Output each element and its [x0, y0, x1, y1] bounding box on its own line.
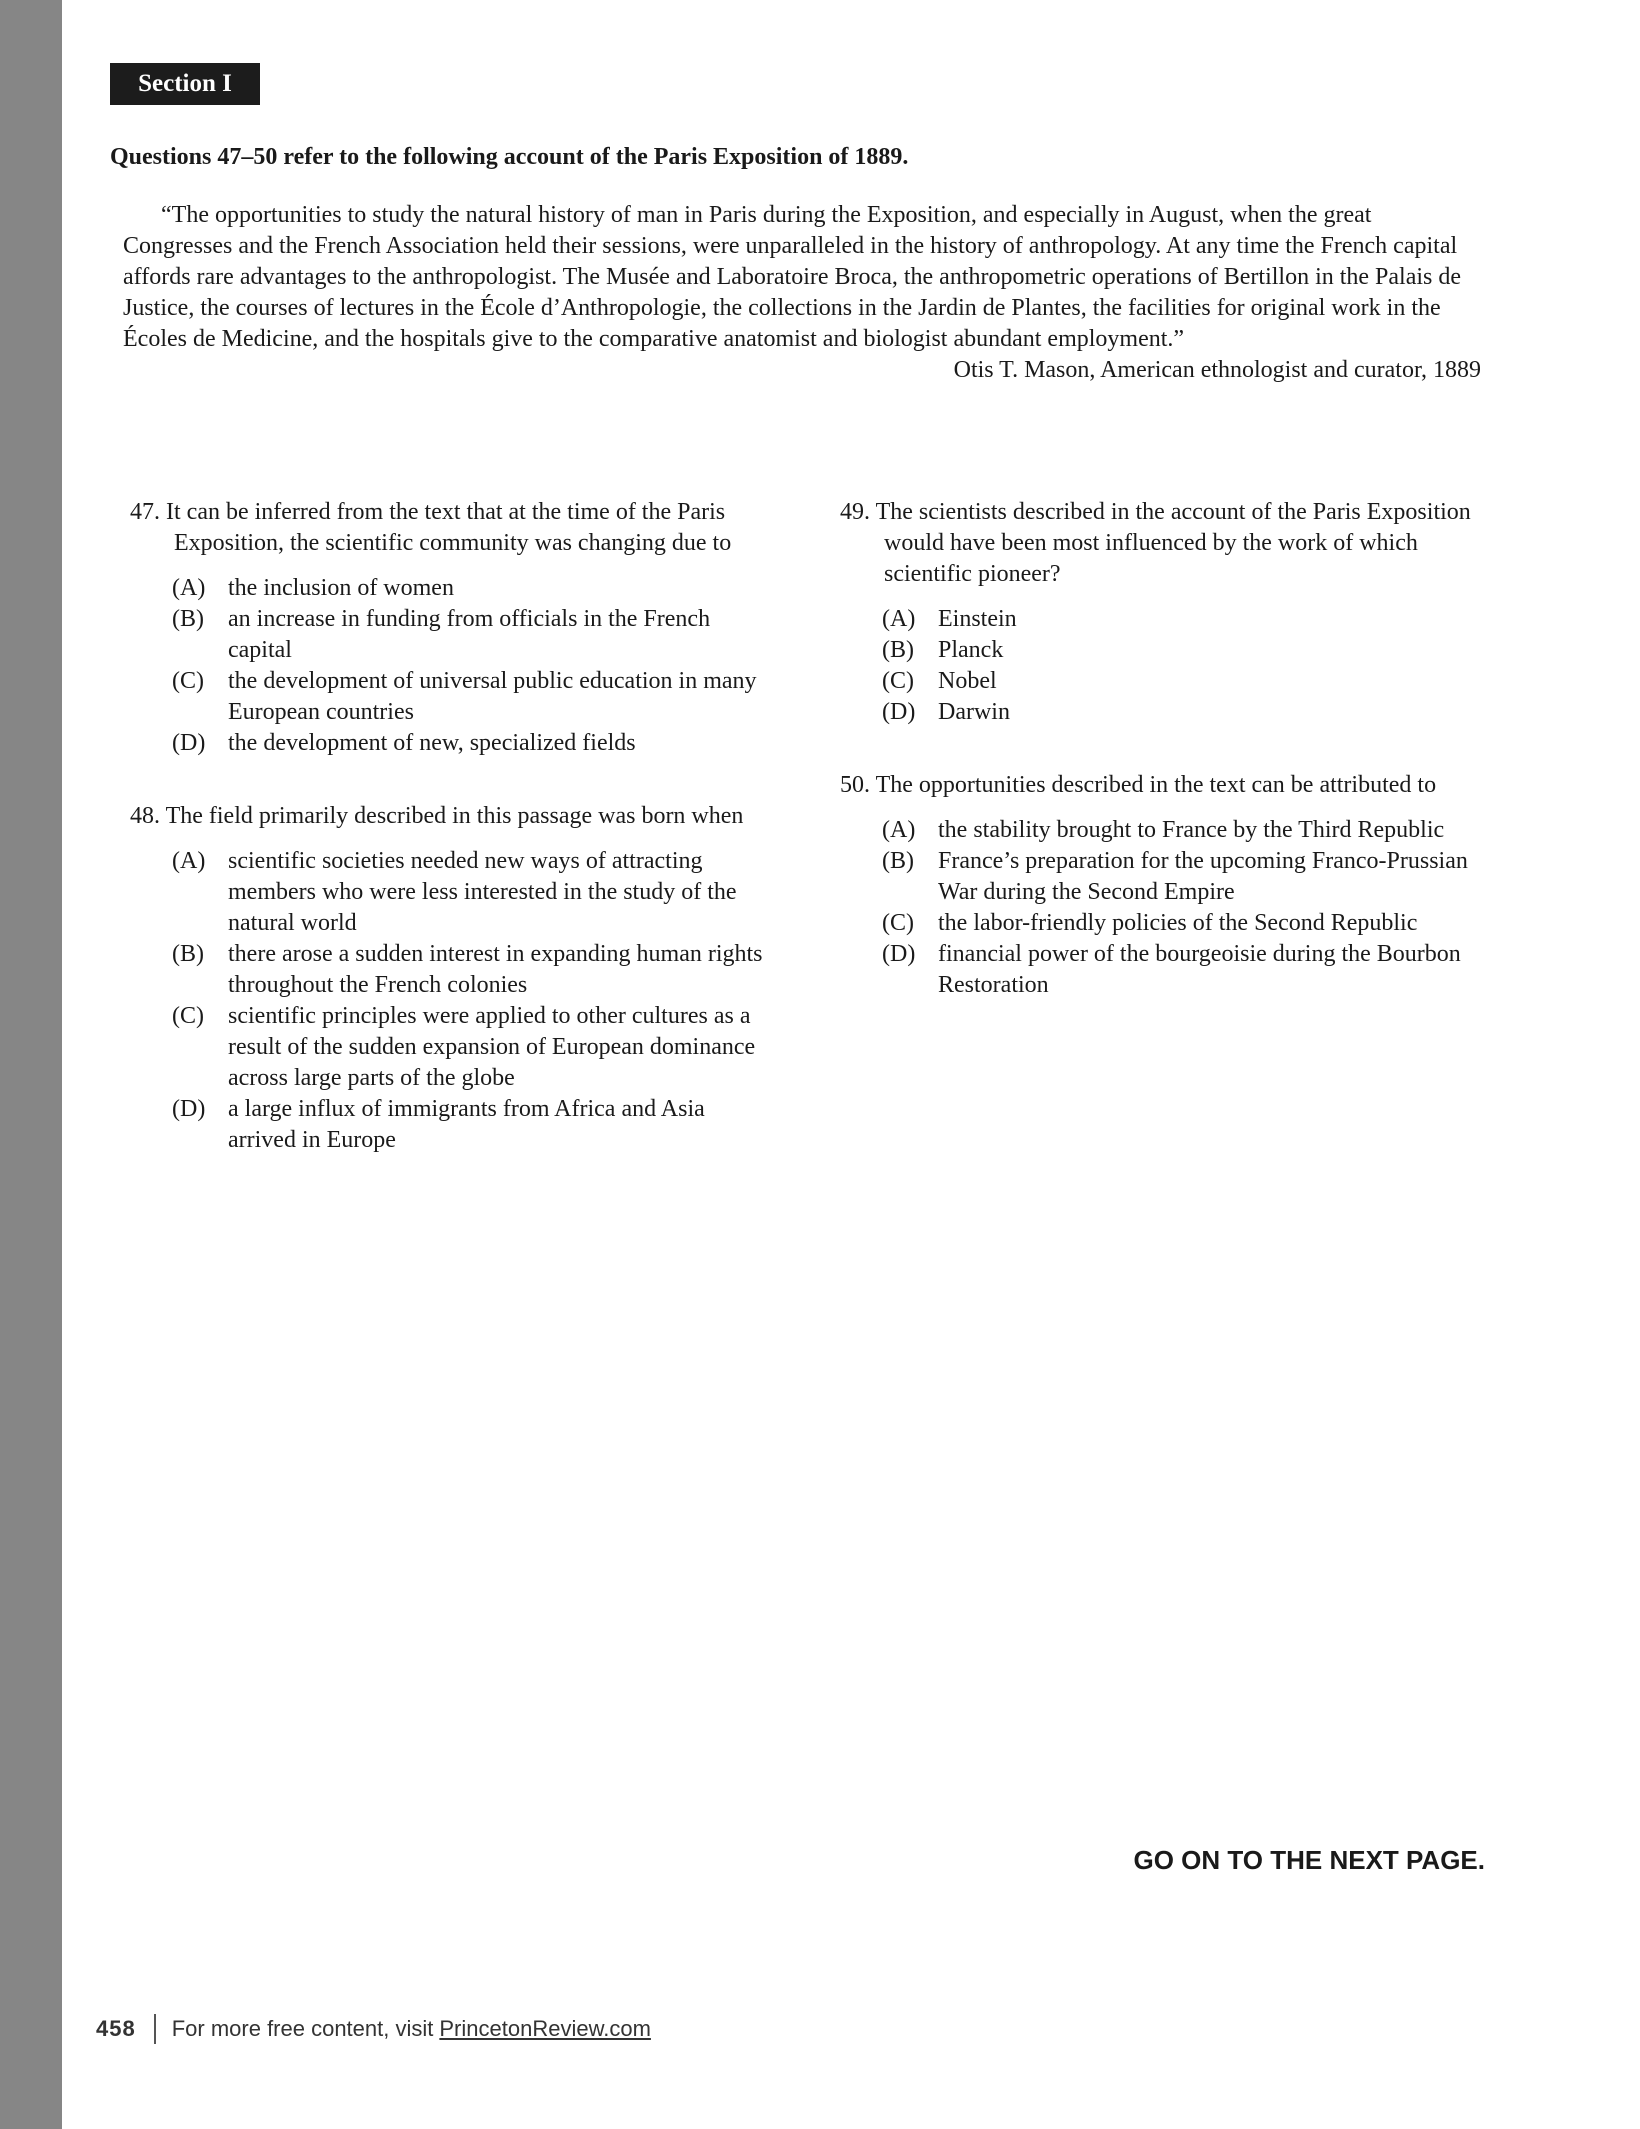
question-text: The opportunities described in the text can be attributed to [875, 772, 1437, 798]
question-text: The field primarily described in this passage was born when [165, 803, 744, 829]
choice-text: Einstein [938, 606, 1017, 632]
choice-text: scientific principles were applied to other cultures as a result of the sudden expansion of European dominance across large parts of the globe [228, 1003, 756, 1091]
choice-letter: (B) [882, 637, 914, 663]
answer-choices [130, 846, 770, 1156]
passage [123, 200, 1483, 386]
choice-text: a large influx of immigrants from Africa and Asia arrived in Europe [228, 1096, 705, 1153]
question-stem [130, 801, 770, 832]
choice-letter: (C) [882, 668, 914, 694]
answer-choice-b[interactable] [882, 846, 1500, 908]
answer-choices [130, 573, 770, 759]
answer-choice-b[interactable] [882, 635, 1500, 666]
passage-text: “The opportunities to study the natural history of man in Paris during the Exposition, and especially in August, when the great Congresses and the French Association held their sessions, were unparalleled in the history of anthropology. At any time the French capital affords rare advantages to the anthropologist. The Musée and Laboratoire Broca, the anthropometric operations of Bertillon in the Palais de Justice, the courses of lectures in the École d’Anthropologie, the collections in the Jardin de Plantes, the facilities for original work in the Écoles de Medicine, and the hospitals give to the comparative anatomist and biologist abundant employment.” [123, 202, 1462, 352]
passage-attribution: Otis T. Mason, American ethnologist and curator, 1889 [953, 357, 1481, 383]
answer-choice-c[interactable] [882, 908, 1500, 939]
choice-text: there arose a sudden interest in expanding human rights throughout the French colonies [228, 941, 763, 998]
answer-choice-c[interactable] [172, 666, 770, 728]
choice-text: Planck [938, 637, 1004, 663]
question-50 [840, 770, 1500, 1001]
answer-choice-d[interactable] [172, 728, 770, 759]
footer-text: For more free content, visit [171, 2016, 434, 2041]
question-number: 47. [130, 499, 160, 525]
answer-choice-d[interactable] [882, 697, 1500, 728]
answer-choice-b[interactable] [172, 939, 770, 1001]
choice-text: the development of new, specialized fields [228, 730, 636, 756]
answer-choice-c[interactable] [882, 666, 1500, 697]
question-47 [130, 497, 770, 759]
choice-letter: (A) [172, 848, 206, 874]
question-48 [130, 801, 770, 1156]
choice-letter: (C) [172, 668, 204, 694]
page-footer [96, 2012, 651, 2046]
choice-text: France’s preparation for the upcoming Franco-Prussian War during the Second Empire [938, 848, 1468, 905]
choice-text: an increase in funding from officials in the French capital [228, 606, 711, 663]
choice-text: the stability brought to France by the Third Republic [938, 817, 1445, 843]
choice-letter: (D) [172, 730, 206, 756]
answer-choice-a[interactable] [172, 573, 770, 604]
answer-choice-c[interactable] [172, 1001, 770, 1094]
choice-text: Nobel [938, 668, 997, 694]
question-number: 49. [840, 499, 870, 525]
page-number: 458 [96, 2016, 136, 2041]
choice-text: financial power of the bourgeoisie during the Bourbon Restoration [938, 941, 1461, 998]
answer-choices [840, 815, 1500, 1001]
choice-letter: (C) [882, 910, 914, 936]
choice-letter: (C) [172, 1003, 204, 1029]
page-edge-bar [0, 0, 62, 2129]
answer-choice-d[interactable] [172, 1094, 770, 1156]
choice-letter: (D) [882, 941, 916, 967]
choice-text: the development of universal public education in many European countries [228, 668, 757, 725]
answer-choice-a[interactable] [882, 815, 1500, 846]
go-on-notice: GO ON TO THE NEXT PAGE. [1133, 1845, 1485, 1875]
choice-text: scientific societies needed new ways of attracting members who were less interested in the study of the natural world [228, 848, 737, 936]
answer-choice-a[interactable] [172, 846, 770, 939]
choice-letter: (A) [882, 817, 916, 843]
choice-letter: (D) [172, 1096, 206, 1122]
footer-divider [154, 2014, 156, 2044]
questions-column-left [130, 497, 770, 1198]
answer-choice-a[interactable] [882, 604, 1500, 635]
answer-choice-b[interactable] [172, 604, 770, 666]
section-label: Section I [110, 63, 260, 105]
question-text: It can be inferred from the text that at the time of the Paris Exposition, the scientific community was changing due to [166, 499, 732, 556]
choice-text: the inclusion of women [228, 575, 454, 601]
answer-choices [840, 604, 1500, 728]
footer-link[interactable]: PrincetonReview.com [439, 2016, 651, 2041]
question-number: 50. [840, 772, 870, 798]
choice-letter: (A) [882, 606, 916, 632]
questions-column-right [840, 497, 1500, 1043]
questions-intro: Questions 47–50 refer to the following account of the Paris Exposition of 1889. [110, 144, 909, 170]
choice-letter: (A) [172, 575, 206, 601]
choice-letter: (B) [172, 606, 204, 632]
answer-choice-d[interactable] [882, 939, 1500, 1001]
question-stem [840, 770, 1500, 801]
question-49 [840, 497, 1500, 728]
question-text: The scientists described in the account of the Paris Exposition would have been most influenced by the work of which scientific pioneer? [875, 499, 1471, 587]
choice-text: the labor-friendly policies of the Second Republic [938, 910, 1418, 936]
choice-text: Darwin [938, 699, 1010, 725]
choice-letter: (B) [172, 941, 204, 967]
choice-letter: (D) [882, 699, 916, 725]
question-stem [130, 497, 770, 559]
choice-letter: (B) [882, 848, 914, 874]
question-number: 48. [130, 803, 160, 829]
question-stem [840, 497, 1500, 590]
